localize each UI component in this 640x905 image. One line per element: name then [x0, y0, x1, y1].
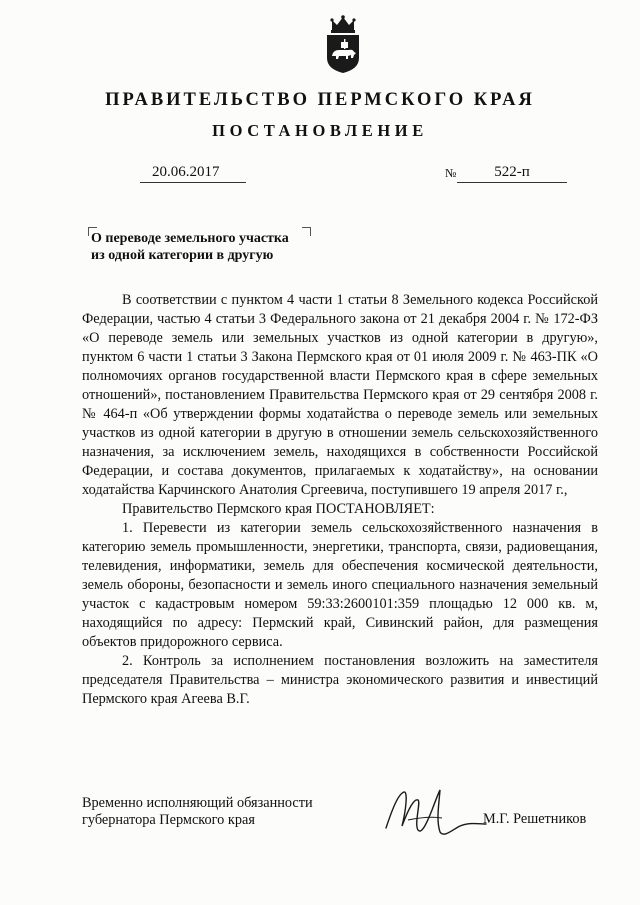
preamble-paragraph: В соответствии с пунктом 4 части 1 статьи 8 Земельного кодекса Российской Федерации, частью 4 статьи 3 Федерального закона от 21 декабря 2004 г. № 172-ФЗ «О переводе земель или земельных участков из одной категории в другую», пунктом 6 части 1 статьи 3 Закона Пермского края от 01 июля 2009 г. № 463-ПК «О полномочиях органов государственной власти Пермского края в сфере земельных отношений», постановлением Правительства Пермского края от 29 сентября 2008 г. № 464-п «Об утверждении формы ходатайства о переводе земель или земельных участков из одной категории в другую в отношении земель сельскохозяйственного назначения, за исключением земель, находящихся в собственности Российской Федерации, и состава документов, прилагаемых к ходатайству», на основании ходатайства Карчинского Анатолия Сргеевича, поступившего 19 апреля 2017 г.,	[82, 292, 598, 498]
signatory-name: М.Г. Решетников	[483, 811, 587, 827]
item-2-paragraph: 2. Контроль за исполнением постановления возложить на заместителя председателя Правительства – министра экономического развития и инвестиций Пермского края Агеева В.Г.	[82, 653, 598, 707]
date-field	[140, 162, 246, 183]
document-body	[82, 291, 598, 709]
subject-line-2: из одной категории в другую	[91, 248, 274, 263]
position-line-1: Временно исполняющий обязанности	[82, 795, 313, 811]
subject-line-1: О переводе земельного участка	[91, 231, 289, 246]
number-field	[457, 162, 567, 183]
item-1-paragraph: 1. Перевести из категории земель сельскохозяйственного назначения в категорию земель промышленности, энергетики, транспорта, связи, радиовещания, телевидения, информатики, земель для обеспечения космической деятельности, земель обороны, безопасности и земель иного специального назначения земельный участок с кадастровым номером 59:33:2600101:359 площадью 12 000 кв. м, находящийся по адресу: Пермский край, Сивинский район, для размещения объектов придорожного сервиса.	[82, 520, 598, 650]
coat-of-arms-icon	[323, 14, 363, 74]
signatory-position	[82, 795, 313, 829]
document-date: 20.06.2017	[152, 164, 220, 180]
document-type: ПОСТАНОВЛЕНИЕ	[212, 121, 428, 140]
position-line-2: губернатора Пермского края	[82, 812, 255, 828]
document-subject	[91, 230, 289, 264]
number-sign: №	[445, 166, 457, 180]
handwritten-signature-icon	[378, 780, 488, 842]
government-title: ПРАВИТЕЛЬСТВО ПЕРМСКОГО КРАЯ	[105, 90, 535, 110]
resolution-clause: Правительство Пермского края ПОСТАНОВЛЯЕТ:	[122, 501, 435, 517]
document-number: 522-п	[494, 164, 530, 180]
subject-corner-right	[302, 227, 311, 236]
